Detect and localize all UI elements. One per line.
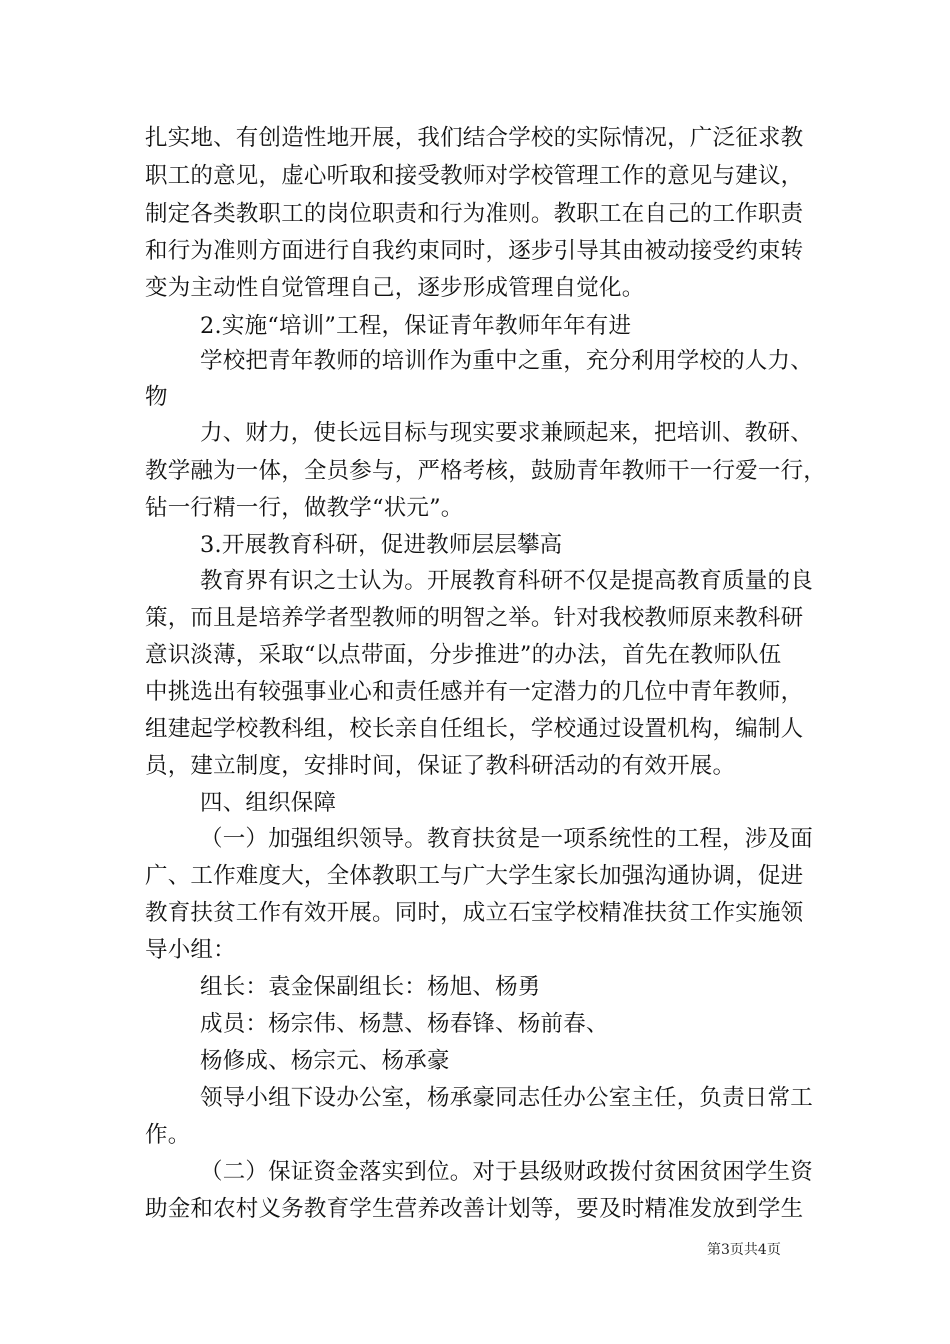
paragraph-line: 物 bbox=[145, 384, 168, 410]
paragraph-line: 助金和农村义务教育学生营养改善计划等，要及时精准发放到学生 bbox=[145, 1196, 804, 1222]
paragraph-line: 力、财力，使长远目标与现实要求兼顾起来，把培训、教研、 bbox=[200, 420, 813, 446]
paragraph-line: 组建起学校教科组，校长亲自任组长，学校通过设置机构，编制人 bbox=[145, 716, 804, 742]
paragraph-line: 中挑选出有较强事业心和责任感并有一定潜力的几位中青年教师， bbox=[145, 679, 804, 705]
paragraph-line: 和行为准则方面进行自我约束同时，逐步引导其由被动接受约束转 bbox=[145, 238, 804, 264]
paragraph-line: 作。 bbox=[145, 1122, 191, 1148]
paragraph-line: 组长：袁金保副组长：杨旭、杨勇 bbox=[200, 974, 541, 1000]
paragraph-line: 杨修成、杨宗元、杨承豪 bbox=[200, 1048, 450, 1074]
paragraph-line: 策，而且是培养学者型教师的明智之举。针对我校教师原来教科研 bbox=[145, 605, 804, 631]
section-heading: 3.开展教育科研，促进教师层层攀高 bbox=[200, 532, 563, 558]
paragraph-line: 员，建立制度，安排时间，保证了教科研活动的有效开展。 bbox=[145, 753, 736, 779]
paragraph-line: （二）保证资金落实到位。对于县级财政拨付贫困贫困学生资 bbox=[200, 1159, 813, 1185]
paragraph-line: 教学融为一体，全员参与，严格考核，鼓励青年教师干一行爱一行， bbox=[145, 458, 827, 484]
page-number: 第3页共4页 bbox=[707, 1242, 781, 1258]
paragraph-line: 钻一行精一行，做教学“状元”。 bbox=[145, 495, 464, 521]
paragraph-line: 变为主动性自觉管理自己，逐步形成管理自觉化。 bbox=[145, 275, 645, 301]
paragraph-line: 学校把青年教师的培训作为重中之重，充分利用学校的人力、 bbox=[200, 348, 813, 374]
section-heading: 2.实施“培训”工程，保证青年教师年年有进 bbox=[200, 313, 632, 339]
section-heading: 四、组织保障 bbox=[200, 790, 337, 816]
paragraph-line: 制定各类教职工的岗位职责和行为准则。教职工在自己的工作职责 bbox=[145, 201, 804, 227]
paragraph-line: 教育界有识之士认为。开展教育科研不仅是提高教育质量的良 bbox=[200, 568, 813, 594]
paragraph-line: 导小组： bbox=[145, 937, 236, 963]
paragraph-line: 意识淡薄，采取“以点带面，分步推进”的办法，首先在教师队伍 bbox=[145, 642, 782, 668]
paragraph-line: （一）加强组织领导。教育扶贫是一项系统性的工程，涉及面 bbox=[200, 826, 813, 852]
paragraph-line: 领导小组下设办公室，杨承豪同志任办公室主任，负责日常工 bbox=[200, 1085, 813, 1111]
paragraph-line: 扎实地、有创造性地开展，我们结合学校的实际情况，广泛征求教 bbox=[145, 125, 804, 151]
paragraph-line: 教育扶贫工作有效开展。同时，成立石宝学校精准扶贫工作实施领 bbox=[145, 900, 804, 926]
paragraph-line: 成员：杨宗伟、杨慧、杨春锋、杨前春、 bbox=[200, 1011, 609, 1037]
paragraph-line: 广、工作难度大，全体教职工与广大学生家长加强沟通协调，促进 bbox=[145, 863, 804, 889]
paragraph-line: 职工的意见，虚心听取和接受教师对学校管理工作的意见与建议， bbox=[145, 163, 804, 189]
